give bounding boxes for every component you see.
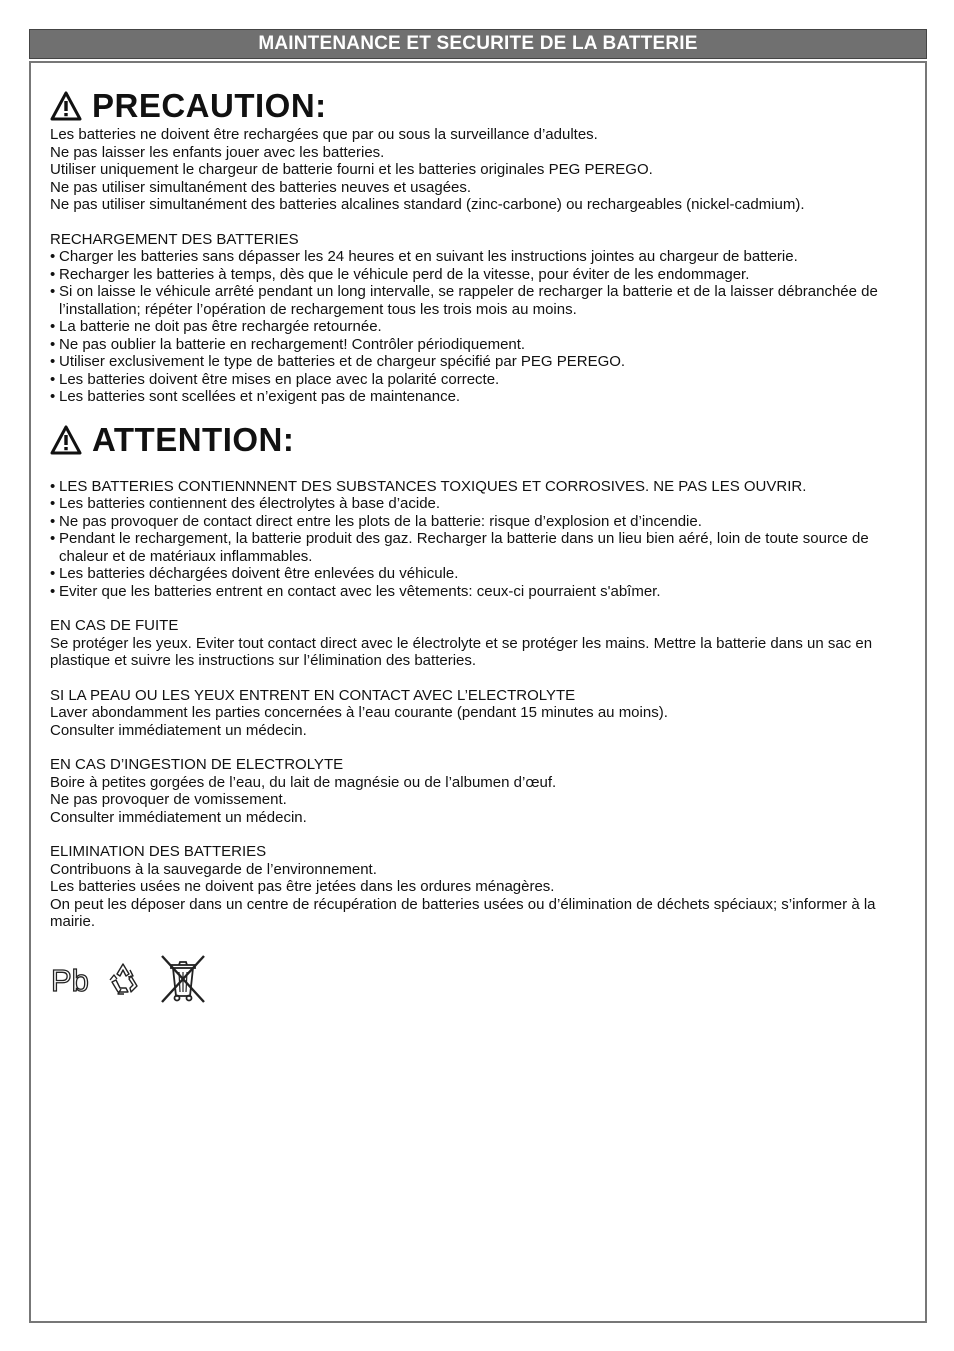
- recycle-icon: [104, 958, 144, 998]
- list-item: • Eviter que les batteries entrent en contact avec les vêtements: ceux-ci pourraient s'abîmer.: [50, 583, 910, 601]
- list-item: • La batterie ne doit pas être rechargée retournée.: [50, 318, 910, 336]
- peau-line: Consulter immédiatement un médecin.: [50, 721, 307, 739]
- precaution-heading: [50, 86, 910, 126]
- pb-symbol-icon: [50, 961, 90, 995]
- precaution-line: Ne pas utiliser simultanément des batteries neuves et usagées.: [50, 178, 472, 196]
- elimination-line: On peut les déposer dans un centre de récupération de batteries usées ou d’élimination de déchets spéciaux; s’informer à la mairie.: [50, 895, 876, 930]
- ingestion-title: EN CAS D’INGESTION DE ELECTROLYTE: [50, 756, 344, 773]
- precaution-line: Les batteries ne doivent être rechargées que par ou sous la surveillance d’adultes.: [50, 126, 598, 143]
- list-item: • LES BATTERIES CONTIENNNENT DES SUBSTANCES TOXIQUES ET CORROSIVES. NE PAS LES OUVRIR.: [50, 478, 910, 496]
- list-item: • Pendant le rechargement, la batterie produit des gaz. Recharger la batterie dans un lieu bien aéré, loin de toute source de chaleur et de matériaux inflammables.: [50, 530, 910, 565]
- list-item: • Recharger les batteries à temps, dès que le véhicule perd de la vitesse, pour éviter de les endommager.: [50, 266, 910, 284]
- ingestion-line: Consulter immédiatement un médecin.: [50, 808, 307, 826]
- elimination-section: [50, 843, 910, 931]
- elimination-line: Les batteries usées ne doivent pas être jetées dans les ordures ménagères.: [50, 878, 555, 895]
- elimination-title: ELIMINATION DES BATTERIES: [50, 843, 267, 860]
- fuite-section: [50, 617, 910, 670]
- peau-title: SI LA PEAU OU LES YEUX ENTRENT EN CONTACT AVEC L’ELECTROLYTE: [50, 686, 576, 704]
- peau-line: Laver abondamment les parties concernées à l’eau courante (pendant 15 minutes au moins).: [50, 704, 668, 721]
- list-item: • Les batteries contiennent des électrolytes à base d’acide.: [50, 495, 910, 513]
- disposal-symbols: [50, 952, 208, 1004]
- precaution-lines: [50, 126, 910, 214]
- list-item: • Charger les batteries sans dépasser les 24 heures et en suivant les instructions jointes au chargeur de batterie.: [50, 248, 910, 266]
- list-item: • Les batteries doivent être mises en place avec la polarité correcte.: [50, 371, 910, 389]
- precaution-heading-text: PRECAUTION:: [92, 87, 327, 124]
- attention-heading-text: ATTENTION:: [92, 420, 295, 458]
- ingestion-section: [50, 756, 910, 826]
- list-item: • Si on laisse le véhicule arrêté pendant un long intervalle, se rappeler de recharger la batterie et de la laisser débranchée de l’installation; répéter l’opération de rechargement tous les trois mois au moins.: [50, 283, 910, 318]
- recharge-title: RECHARGEMENT DES BATTERIES: [50, 230, 299, 248]
- warning-triangle-icon: [50, 91, 82, 121]
- crossed-bin-icon: [158, 952, 208, 1004]
- section-header: [29, 29, 927, 59]
- precaution-line: Ne pas utiliser simultanément des batteries alcalines standard (zinc-carbone) ou rechargeables (nickel-cadmium).: [50, 196, 805, 213]
- attention-heading: [50, 420, 910, 460]
- ingestion-line: Boire à petites gorgées de l’eau, du lait de magnésie ou de l’albumen d’œuf.: [50, 773, 557, 791]
- list-item: • Ne pas oublier la batterie en rechargement! Contrôler périodiquement.: [50, 336, 910, 354]
- precaution-line: Ne pas laisser les enfants jouer avec les batteries.: [50, 143, 385, 161]
- fuite-title: EN CAS DE FUITE: [50, 617, 179, 634]
- attention-list: [50, 478, 910, 601]
- list-item: • Utiliser exclusivement le type de batteries et de chargeur spécifié par PEG PEREGO.: [50, 353, 910, 371]
- peau-section: [50, 687, 910, 740]
- section-title: MAINTENANCE ET SECURITE DE LA BATTERIE: [258, 33, 698, 54]
- list-item: • Ne pas provoquer de contact direct entre les plots de la batterie: risque d’explosion et d’incendie.: [50, 513, 910, 531]
- precaution-line: Utiliser uniquement le chargeur de batterie fourni et les batteries originales PEG PEREGO.: [50, 161, 653, 178]
- list-item: • Les batteries déchargées doivent être enlevées du véhicule.: [50, 565, 910, 583]
- warning-triangle-icon: [50, 425, 82, 455]
- elimination-line: Contribuons à la sauvegarde de l’environnement.: [50, 860, 377, 878]
- recharge-list: [50, 248, 910, 406]
- recharge-section: [50, 231, 910, 406]
- list-item: • Les batteries sont scellées et n’exigent pas de maintenance.: [50, 388, 910, 406]
- fuite-line: Se protéger les yeux. Eviter tout contact direct avec le électrolyte et se protéger les mains. Mettre la batterie dans un sac en plastique et suivre les instructions sur l’élimination des batteries.: [50, 634, 873, 669]
- ingestion-line: Ne pas provoquer de vomissement.: [50, 791, 287, 808]
- pb-label: Pb: [51, 963, 89, 995]
- document-body: [50, 86, 910, 931]
